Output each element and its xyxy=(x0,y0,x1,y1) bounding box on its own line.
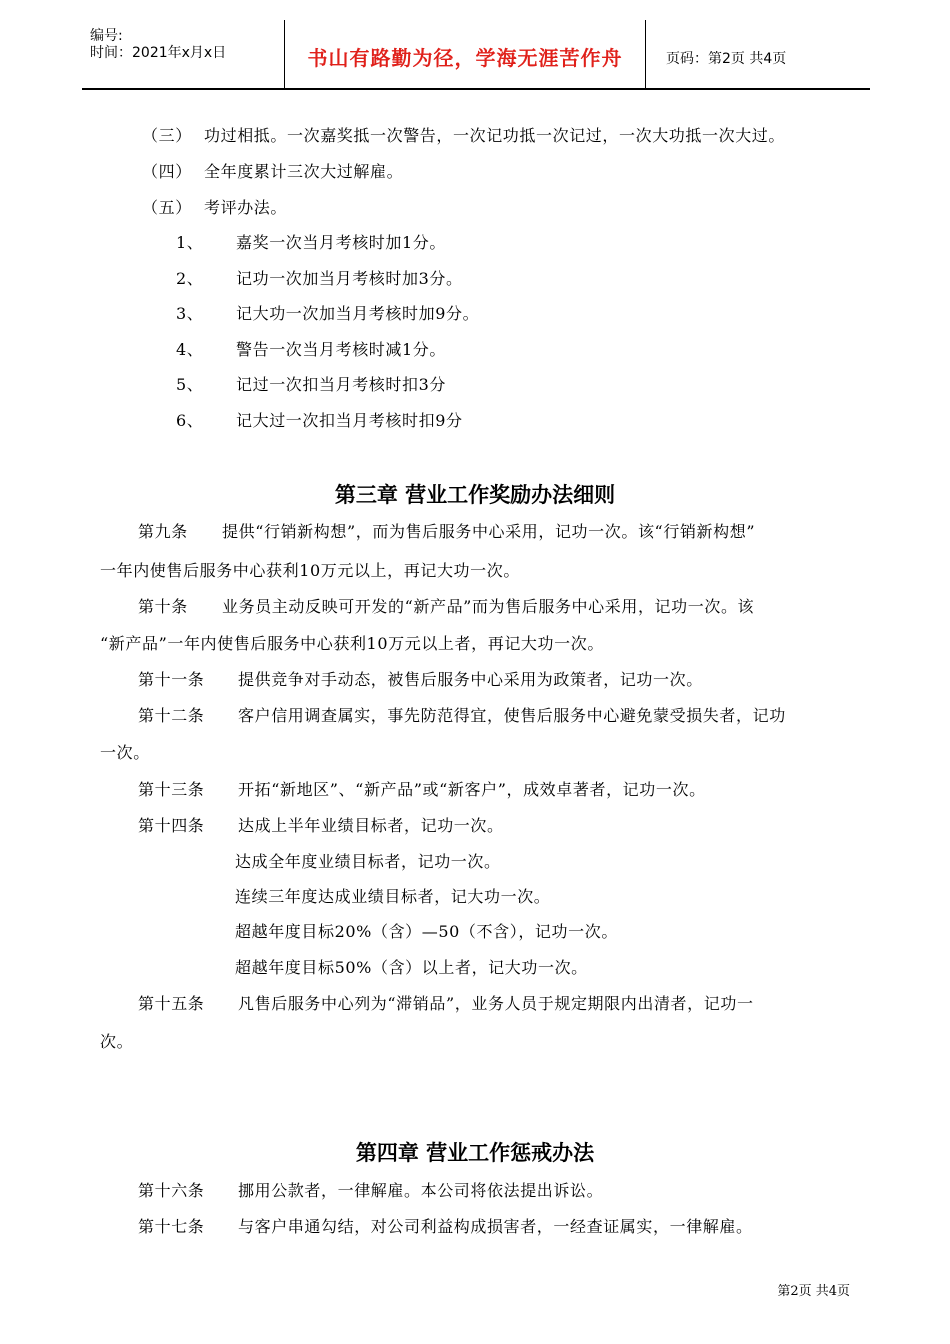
item-label: （五） xyxy=(142,198,192,217)
article-10-line-2: “新产品”一年内使售后服务中心获利10万元以上者，再记大功一次。 xyxy=(100,634,604,653)
document-date: 时间：2021年x月x日 xyxy=(90,45,227,61)
article-17-line-1 xyxy=(138,1217,753,1237)
numbered-item-number: 6、 xyxy=(176,411,204,430)
article-14-line-4: 超越年度目标20%（含）—50（不含），记功一次。 xyxy=(235,922,618,941)
numbered-item-6 xyxy=(176,411,463,431)
article-text: 挪用公款者，一律解雇。本公司将依法提出诉讼。 xyxy=(238,1181,604,1200)
numbered-item-1 xyxy=(176,233,446,253)
item-text: 功过相抵。一次嘉奖抵一次警告，一次记功抵一次记过，一次大功抵一次大过。 xyxy=(204,126,786,145)
article-15-line-1 xyxy=(138,994,754,1014)
article-12-line-1 xyxy=(138,706,786,726)
article-12-line-2: 一次。 xyxy=(100,743,150,762)
article-label: 第十六条 xyxy=(138,1181,205,1200)
article-label: 第十一条 xyxy=(138,670,205,689)
article-label: 第十条 xyxy=(138,597,188,616)
article-13-line-1 xyxy=(138,780,706,800)
article-text: 提供竞争对手动态，被售后服务中心采用为政策者，记功一次。 xyxy=(238,670,703,689)
document-number-label: 编号: xyxy=(90,28,123,44)
article-text: 达成上半年业绩目标者，记功一次。 xyxy=(238,816,504,835)
chapter-4-title: 第四章 营业工作惩戒办法 xyxy=(355,1141,595,1165)
article-11-line-1 xyxy=(138,670,703,690)
item-label: （三） xyxy=(142,126,192,145)
article-text: 凡售后服务中心列为“滞销品”，业务人员于规定期限内出清者，记功一 xyxy=(238,994,754,1013)
header-motto: 书山有路勤为径，学海无涯苦作舟 xyxy=(307,46,623,70)
numbered-item-5 xyxy=(176,375,446,395)
numbered-item-number: 3、 xyxy=(176,304,204,323)
item-4 xyxy=(142,162,403,182)
article-16-line-1 xyxy=(138,1181,603,1201)
article-label: 第十三条 xyxy=(138,780,205,799)
page-header xyxy=(82,20,870,90)
article-text: 业务员主动反映可开发的“新产品”而为售后服务中心采用，记功一次。该 xyxy=(222,597,755,616)
numbered-item-2 xyxy=(176,269,463,289)
article-text: 提供“行销新构想”，而为售后服务中心采用，记功一次。该“行销新构想” xyxy=(222,522,756,541)
article-label: 第十四条 xyxy=(138,816,205,835)
article-9-line-1 xyxy=(138,522,755,542)
numbered-item-text: 记大功一次加当月考核时加9分。 xyxy=(236,304,480,323)
item-text: 考评办法。 xyxy=(204,198,288,217)
article-14-line-1 xyxy=(138,816,504,836)
item-5 xyxy=(142,198,287,218)
numbered-item-text: 记大过一次扣当月考核时扣9分 xyxy=(236,411,463,430)
article-14-line-5: 超越年度目标50%（含）以上者，记大功一次。 xyxy=(235,958,588,977)
numbered-item-text: 警告一次当月考核时减1分。 xyxy=(236,340,446,359)
numbered-item-text: 嘉奖一次当月考核时加1分。 xyxy=(236,233,446,252)
header-motto-box xyxy=(284,20,646,88)
article-14-line-2: 达成全年度业绩目标者，记功一次。 xyxy=(235,852,501,871)
article-label: 第十七条 xyxy=(138,1217,205,1236)
numbered-item-number: 4、 xyxy=(176,340,204,359)
article-10-line-1 xyxy=(138,597,754,617)
item-text: 全年度累计三次大过解雇。 xyxy=(204,162,404,181)
article-14-line-3: 连续三年度达成业绩目标者，记大功一次。 xyxy=(235,887,551,906)
article-label: 第十二条 xyxy=(138,706,205,725)
page-footer: 第2页 共4页 xyxy=(777,1284,850,1299)
article-text: 开拓“新地区”、“新产品”或“新客户”，成效卓著者，记功一次。 xyxy=(238,780,706,799)
item-3 xyxy=(142,126,785,146)
numbered-item-text: 记过一次扣当月考核时扣3分 xyxy=(236,375,446,394)
article-15-line-2: 次。 xyxy=(100,1032,134,1051)
numbered-item-text: 记功一次加当月考核时加3分。 xyxy=(236,269,463,288)
header-divider xyxy=(82,88,870,90)
item-label: （四） xyxy=(142,162,192,181)
article-label: 第九条 xyxy=(138,522,188,541)
header-page-info: 页码：第2页 共4页 xyxy=(666,51,787,67)
article-text: 客户信用调查属实，事先防范得宜，使售后服务中心避免蒙受损失者，记功 xyxy=(238,706,786,725)
header-meta xyxy=(90,28,280,62)
numbered-item-3 xyxy=(176,304,479,324)
numbered-item-number: 1、 xyxy=(176,233,204,252)
article-text: 与客户串通勾结，对公司利益构成损害者，一经查证属实，一律解雇。 xyxy=(238,1217,753,1236)
article-9-line-2: 一年内使售后服务中心获利10万元以上，再记大功一次。 xyxy=(100,561,520,580)
article-label: 第十五条 xyxy=(138,994,205,1013)
numbered-item-number: 5、 xyxy=(176,375,204,394)
numbered-item-number: 2、 xyxy=(176,269,204,288)
chapter-3-title: 第三章 营业工作奖励办法细则 xyxy=(334,483,616,507)
numbered-item-4 xyxy=(176,340,446,360)
